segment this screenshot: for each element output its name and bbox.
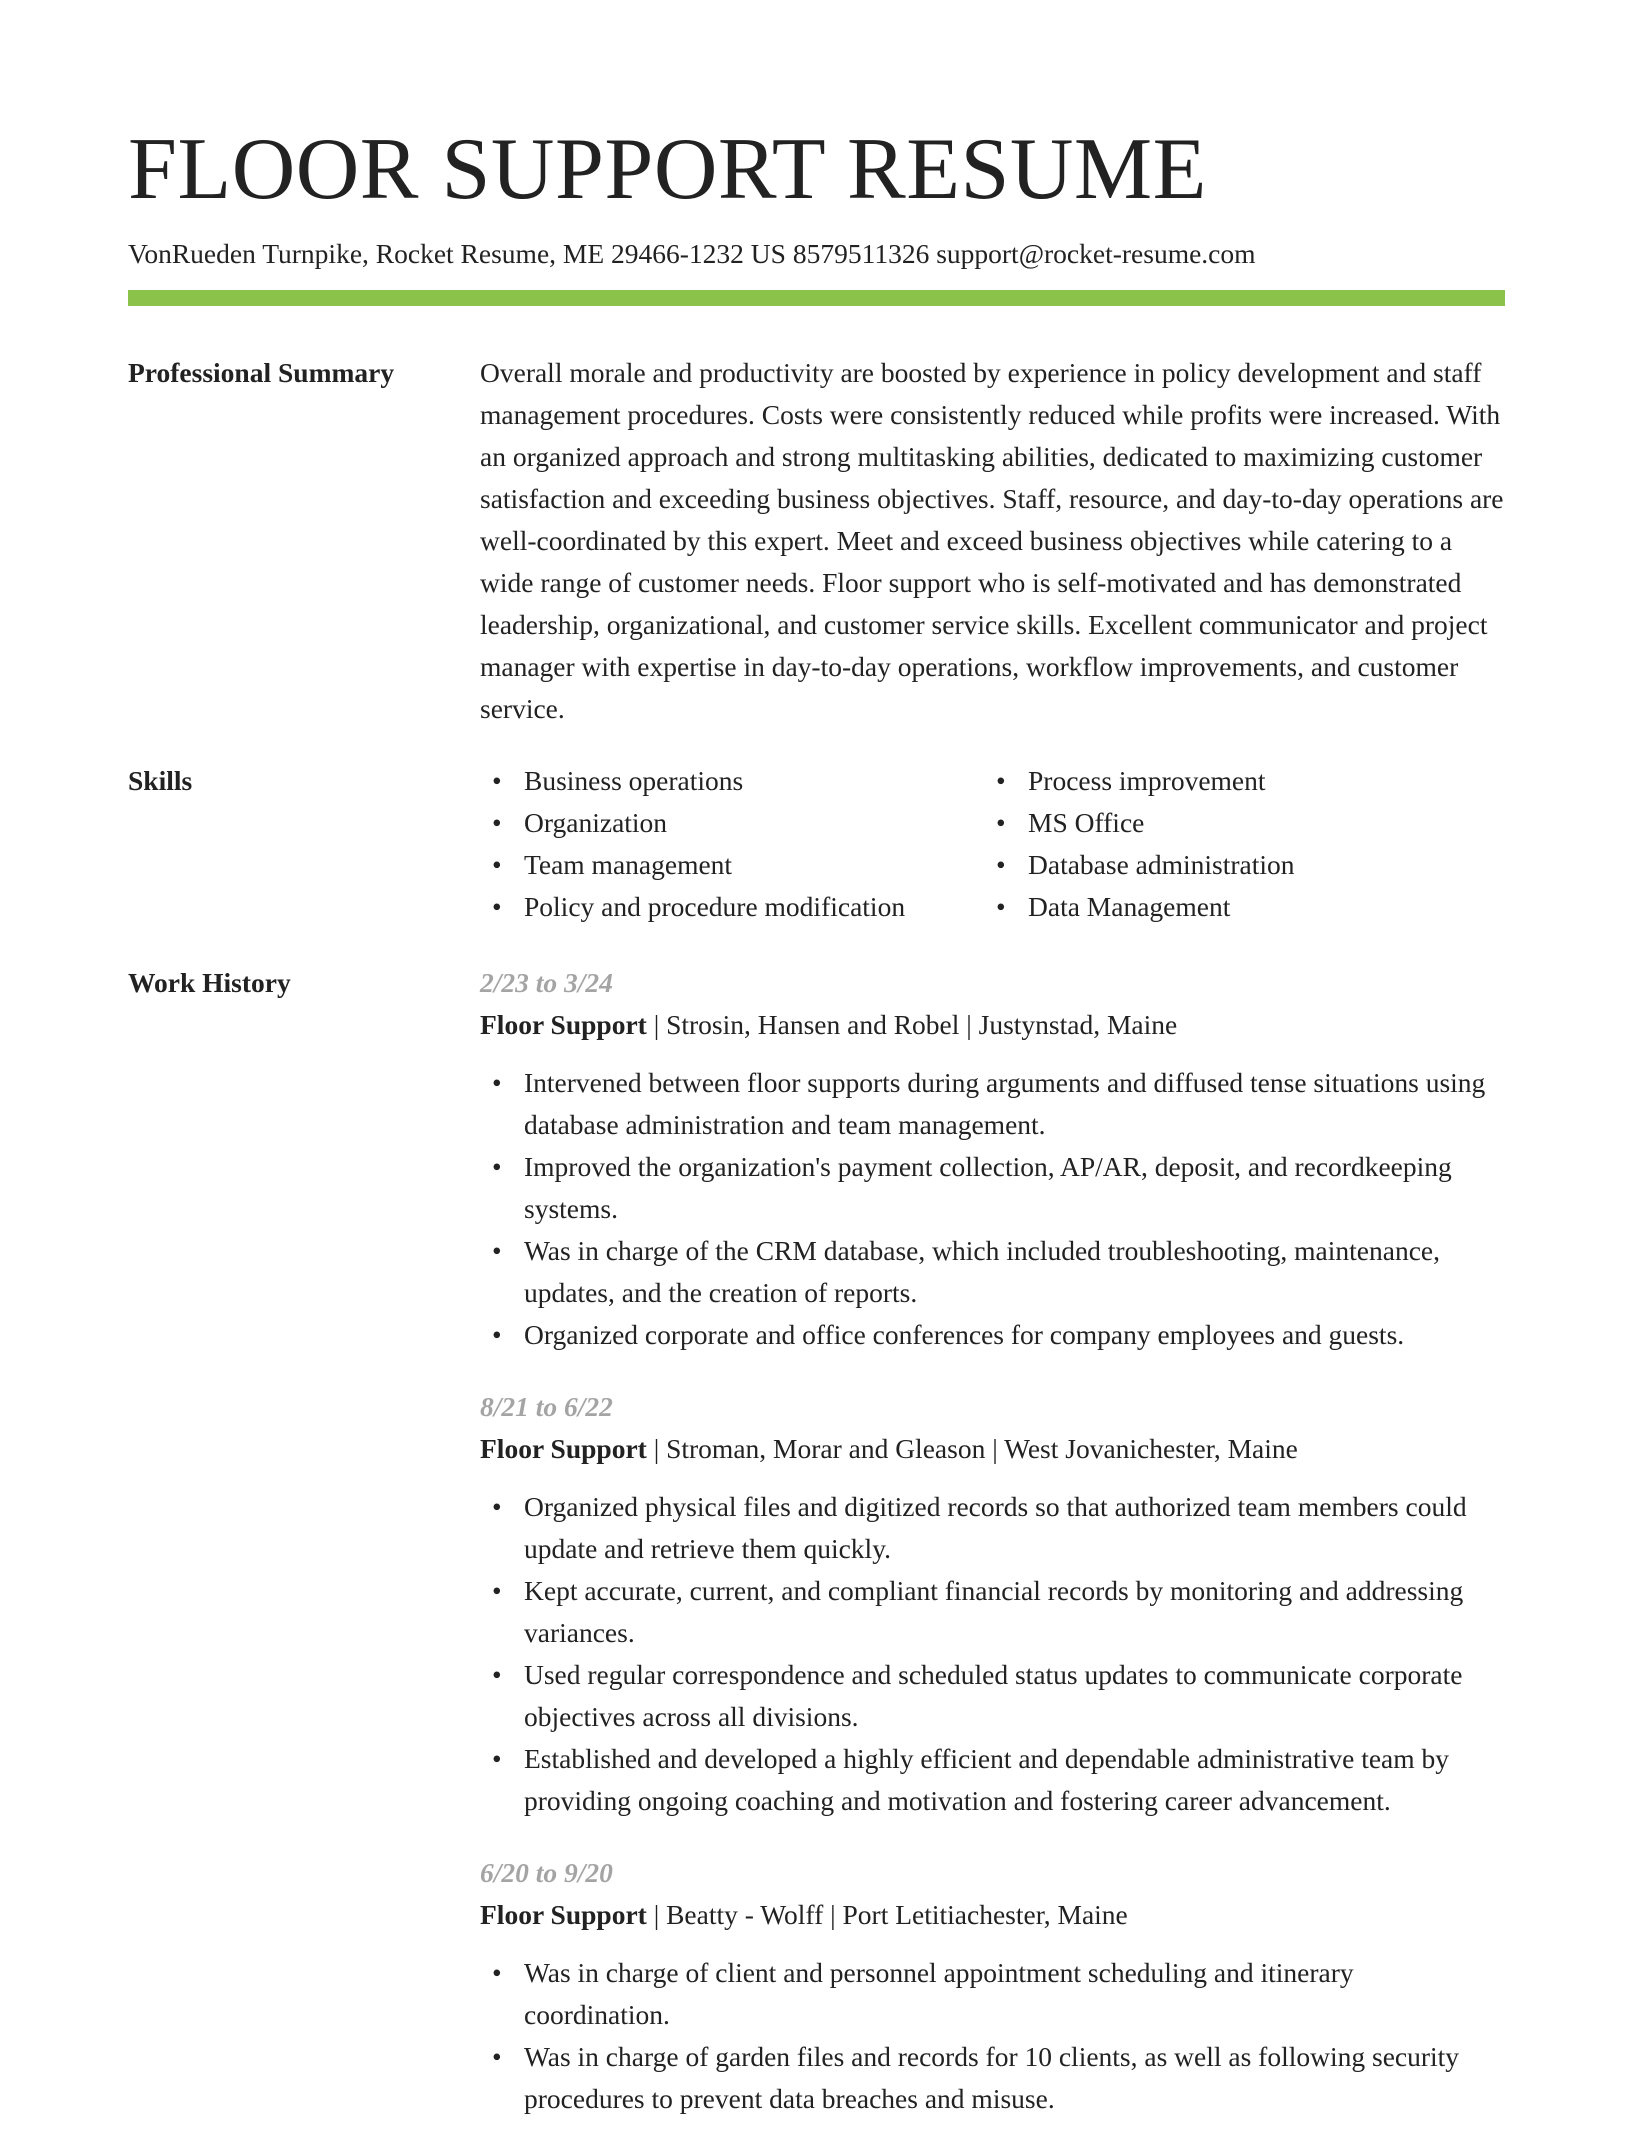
skills-heading: Skills bbox=[128, 765, 193, 796]
job-heading bbox=[480, 1428, 1505, 1470]
job-bullet: • Intervened between floor supports during arguments and diffused tense situations using database administration and team management. bbox=[480, 1062, 1505, 1146]
job-entry bbox=[480, 1852, 1505, 2120]
work-history-heading: Work History bbox=[128, 967, 291, 998]
page-title: FLOOR SUPPORT RESUME bbox=[128, 121, 1207, 218]
skills-list-right bbox=[984, 760, 1488, 928]
work-history-section bbox=[128, 962, 1505, 2150]
skill-item: • Process improvement bbox=[984, 760, 1488, 802]
job-bullet: • Established and developed a highly efficient and dependable administrative team by providing ongoing coaching and motivation and fostering career advancement. bbox=[480, 1738, 1505, 1822]
job-employer-location: | Beatty - Wolff | Port Letitiachester, Maine bbox=[646, 1899, 1128, 1930]
header-divider bbox=[128, 290, 1505, 306]
job-dates: 6/20 to 9/20 bbox=[480, 1857, 613, 1888]
job-title: Floor Support bbox=[480, 1433, 647, 1464]
summary-text: Overall morale and productivity are boosted by experience in policy development and staff management procedures. Costs were consistently reduced while profits were increased. With an organized approach and strong multitasking abilities, dedicated to maximizing customer satisfaction and exceeding business objectives. Staff, resource, and day-to-day operations are well-coordinated by this expert. Meet and exceed business objectives while catering to a wide range of customer needs. Floor support who is self-motivated and has demonstrated leadership, organizational, and customer service skills. Excellent communicator and project manager with expertise in day-to-day operations, workflow improvements, and customer service. bbox=[480, 357, 1504, 724]
job-title: Floor Support bbox=[480, 1009, 647, 1040]
job-bullet: • Organized corporate and office conferences for company employees and guests. bbox=[480, 1314, 1505, 1356]
job-bullet-list bbox=[480, 1062, 1505, 1356]
summary-heading: Professional Summary bbox=[128, 357, 395, 388]
job-bullet: • Was in charge of the CRM database, which included troubleshooting, maintenance, updates, and the creation of reports. bbox=[480, 1230, 1505, 1314]
summary-section bbox=[128, 352, 1505, 730]
skill-item: • Organization bbox=[480, 802, 984, 844]
job-bullet: • Used regular correspondence and scheduled status updates to communicate corporate objectives across all divisions. bbox=[480, 1654, 1505, 1738]
job-bullet: • Organized physical files and digitized records so that authorized team members could update and retrieve them quickly. bbox=[480, 1486, 1505, 1570]
contact-info: VonRueden Turnpike, Rocket Resume, ME 29466-1232 US 8579511326 support@rocket-resume.com bbox=[128, 238, 1256, 269]
skill-item: • MS Office bbox=[984, 802, 1488, 844]
job-entry bbox=[480, 962, 1505, 1356]
job-bullet: • Was in charge of garden files and records for 10 clients, as well as following security procedures to prevent data breaches and misuse. bbox=[480, 2036, 1505, 2120]
job-bullet: • Improved the organization's payment collection, AP/AR, deposit, and recordkeeping systems. bbox=[480, 1146, 1505, 1230]
job-bullet: • Was in charge of client and personnel appointment scheduling and itinerary coordination. bbox=[480, 1952, 1505, 2036]
skill-item: • Policy and procedure modification bbox=[480, 886, 984, 928]
job-dates: 8/21 to 6/22 bbox=[480, 1391, 613, 1422]
job-employer-location: | Strosin, Hansen and Robel | Justynstad, Maine bbox=[646, 1009, 1178, 1040]
job-bullet: • Kept accurate, current, and compliant financial records by monitoring and addressing variances. bbox=[480, 1570, 1505, 1654]
job-dates: 2/23 to 3/24 bbox=[480, 967, 613, 998]
skills-list-left bbox=[480, 760, 984, 928]
skill-item: • Data Management bbox=[984, 886, 1488, 928]
job-entry bbox=[480, 1386, 1505, 1822]
job-heading bbox=[480, 1004, 1505, 1046]
job-employer-location: | Stroman, Morar and Gleason | West Jovanichester, Maine bbox=[646, 1433, 1298, 1464]
job-title: Floor Support bbox=[480, 1899, 647, 1930]
skill-item: • Business operations bbox=[480, 760, 984, 802]
skills-section bbox=[128, 760, 1505, 928]
skill-item: • Database administration bbox=[984, 844, 1488, 886]
job-heading bbox=[480, 1894, 1505, 1936]
job-bullet-list bbox=[480, 1952, 1505, 2120]
skill-item: • Team management bbox=[480, 844, 984, 886]
job-bullet-list bbox=[480, 1486, 1505, 1822]
